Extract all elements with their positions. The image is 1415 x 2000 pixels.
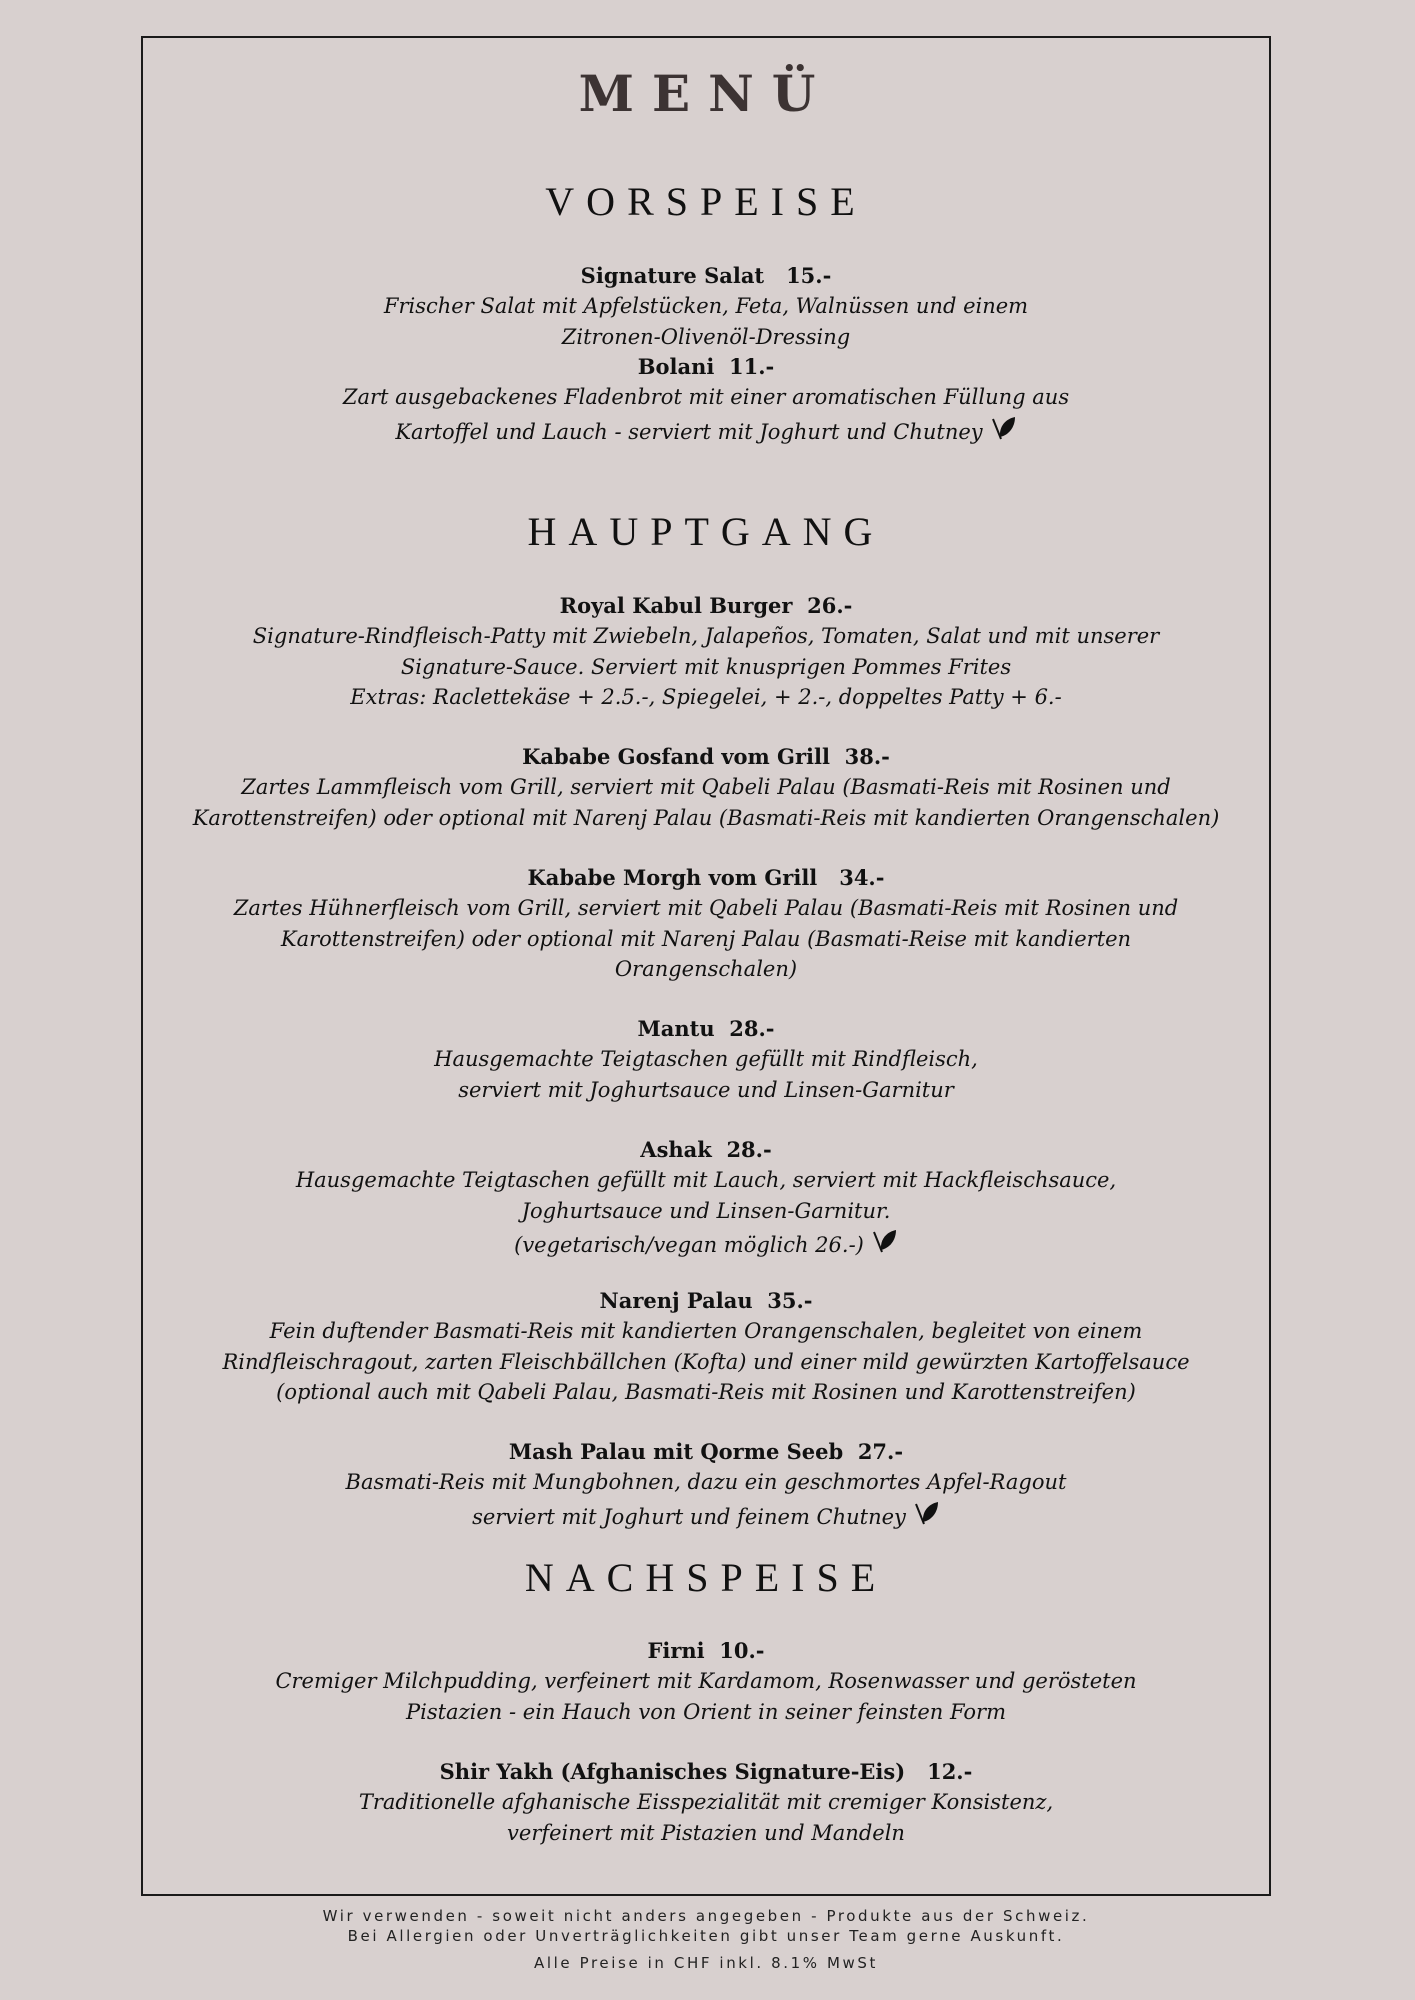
menu-item-bolani — [141, 352, 1271, 447]
item-description-text: Kartoffel und Lauch - serviert mit Joghurt und Chutney — [395, 419, 983, 444]
item-description-line: Orangenschalen) — [614, 957, 798, 981]
item-description-line-with-icon — [141, 1498, 1271, 1533]
item-description-line-with-icon — [141, 413, 1271, 448]
item-description-line: Extras: Raclettekäse + 2.5.-, Spiegelei, + 2.-, doppeltes Patty + 6.- — [350, 685, 1062, 709]
menu-item-signature-salat — [141, 261, 1271, 352]
item-description-line: Pistazien - ein Hauch von Orient in seiner feinsten Form — [406, 1699, 1006, 1724]
item-description-line: Rindfleischragout, zarten Fleischbällchen (Kofta) und einer mild gewürzten Kartoffelsauce — [222, 1349, 1190, 1374]
menu-item-shir-yakh — [141, 1757, 1271, 1848]
item-description-line: Cremiger Milchpudding, verfeinert mit Kardamom, Rosenwasser und gerösteten — [275, 1669, 1137, 1693]
item-description-line: verfeinert mit Pistazien und Mandeln — [507, 1820, 905, 1845]
item-description-line: Hausgemachte Teigtaschen gefüllt mit Lauch, serviert mit Hackfleischsauce, — [295, 1168, 1117, 1192]
item-description-line: Basmati-Reis mit Mungbohnen, dazu ein geschmortes Apfel-Ragout — [345, 1470, 1067, 1494]
item-description-line: Signature-Sauce. Serviert mit knusprigen Pommes Frites — [400, 654, 1012, 679]
item-name-price: Mash Palau mit Qorme Seeb 27.- — [508, 1439, 904, 1464]
item-name-price: Bolani 11.- — [637, 354, 775, 379]
item-name-price: Kababe Morgh vom Grill 34.- — [527, 865, 885, 890]
item-description-line: Joghurtsauce und Linsen-Garnitur. — [521, 1198, 891, 1223]
item-name-price: Signature Salat 15.- — [580, 263, 832, 288]
menu-item-mash-palau — [141, 1437, 1271, 1532]
item-description-line: Karottenstreifen) oder optional mit Narenj Palau (Basmati-Reis mit kandierten Orangenschalen) — [192, 805, 1220, 830]
item-description-line: Zartes Lammfleisch vom Grill, serviert mit Qabeli Palau (Basmati-Reis mit Rosinen und — [241, 775, 1171, 799]
item-description-line: Karottenstreifen) oder optional mit Narenj Palau (Basmati-Reise mit kandierten — [280, 926, 1132, 951]
item-description-line: Frischer Salat mit Apfelstücken, Feta, Walnüssen und einem — [383, 294, 1029, 318]
item-name-price: Shir Yakh (Afghanisches Signature-Eis) 12.- — [439, 1759, 973, 1784]
item-description-line: Hausgemachte Teigtaschen gefüllt mit Rindfleisch, — [434, 1047, 978, 1071]
leaf-icon — [870, 1226, 898, 1256]
section-heading-hauptgang: HAUPTGANG — [527, 509, 885, 554]
item-description-line: Traditionelle afghanische Eisspezialität mit cremiger Konsistenz, — [358, 1790, 1054, 1814]
menu-item-ashak — [141, 1135, 1271, 1261]
menu-title: MENÜ — [578, 64, 834, 123]
menu-item-kababe-gosfand — [141, 742, 1271, 833]
item-description-line: Zart ausgebackenes Fladenbrot mit einer aromatischen Füllung aus — [342, 385, 1070, 409]
item-description-line: Zartes Hühnerfleisch vom Grill, serviert mit Qabeli Palau (Basmati-Reis mit Rosinen und — [233, 896, 1179, 920]
item-description-text: serviert mit Joghurt und feinem Chutney — [472, 1504, 906, 1529]
item-name-price: Narenj Palau 35.- — [599, 1288, 813, 1313]
section-heading-nachspeise: NACHSPEISE — [524, 1555, 888, 1600]
item-name-price: Ashak 28.- — [640, 1137, 772, 1162]
leaf-icon — [989, 413, 1017, 443]
item-description-text: (vegetarisch/vegan möglich 26.-) — [514, 1233, 864, 1257]
leaf-icon — [912, 1498, 940, 1528]
item-name-price: Royal Kabul Burger 26.- — [559, 593, 853, 618]
section-heading-vorspeise: VORSPEISE — [545, 179, 867, 224]
footer-allergy-note: Bei Allergien oder Unverträglichkeiten gibt unser Team gerne Auskunft. — [347, 1927, 1065, 1945]
menu-item-royal-kabul-burger — [141, 591, 1271, 713]
footer-price-note: Alle Preise in CHF inkl. 8.1% MwSt — [534, 1954, 878, 1972]
menu-item-narenj-palau — [141, 1286, 1271, 1408]
item-description-line: Zitronen-Olivenöl-Dressing — [561, 324, 851, 349]
menu-item-mantu — [141, 1014, 1271, 1105]
item-description-line-with-icon — [141, 1226, 1271, 1261]
menu-item-kababe-morgh — [141, 863, 1271, 985]
footer-origin-note: Wir verwenden - soweit nicht anders angegeben - Produkte aus der Schweiz. — [322, 1907, 1090, 1925]
item-name-price: Mantu 28.- — [637, 1016, 775, 1041]
item-description-line: serviert mit Joghurtsauce und Linsen-Garnitur — [458, 1077, 954, 1102]
item-description-line: Fein duftender Basmati-Reis mit kandierten Orangenschalen, begleitet von einem — [269, 1319, 1143, 1343]
item-description-line: (optional auch mit Qabeli Palau, Basmati-Reis mit Rosinen und Karottenstreifen) — [276, 1380, 1136, 1404]
item-name-price: Firni 10.- — [647, 1638, 765, 1663]
item-description-line: Signature-Rindfleisch-Patty mit Zwiebeln, Jalapeños, Tomaten, Salat und mit unserer — [252, 624, 1160, 648]
menu-item-firni — [141, 1636, 1271, 1727]
item-name-price: Kababe Gosfand vom Grill 38.- — [522, 744, 890, 769]
footer-notes — [141, 1906, 1271, 1973]
